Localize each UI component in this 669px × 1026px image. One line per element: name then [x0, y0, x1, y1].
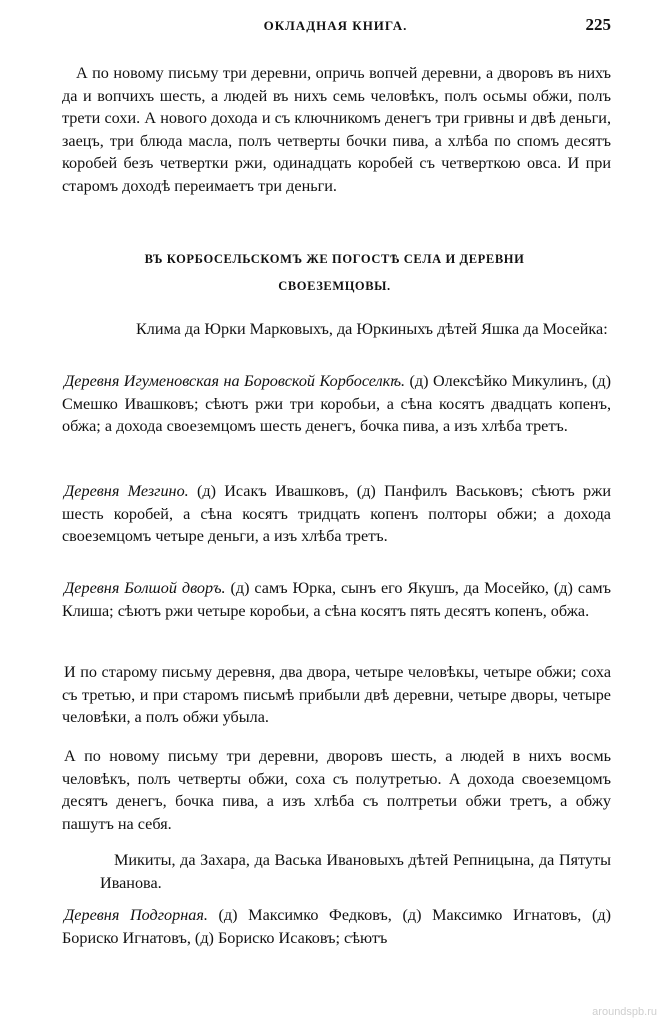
owners-mikita-zakhar [100, 849, 611, 894]
paragraph-text: Микиты, да Захара, да Васька Ивановыхъ дѣтей Репницына, да Пятуты Иванова. [100, 851, 611, 892]
village-name: Деревня Мезгино. [64, 482, 189, 500]
village-igumenovskaya [62, 370, 611, 438]
village-mezgino [62, 480, 611, 548]
page-header [60, 15, 611, 44]
paragraph-new-census-2 [62, 745, 611, 835]
paragraph-text: И по старому письму деревня, два двора, четыре человѣкы, четыре обжи; соха съ третью, и при старомъ письмѣ прибыли двѣ деревни, четыре дворы, четыре человѣки, а полъ обжи убыла. [62, 663, 611, 727]
paragraph-text: Клима да Юрки Марковыхъ, да Юркиныхъ дѣтей Яшка да Мосейка: [136, 320, 608, 338]
paragraph-new-census [62, 62, 611, 198]
paragraph-old-census [62, 661, 611, 729]
site-watermark: aroundspb.ru [592, 1006, 657, 1018]
village-name: Деревня Болшой дворъ. [64, 579, 226, 597]
section-heading-line2: СВОЕЗЕМЦОВЫ. [278, 279, 391, 293]
running-title: ОКЛАДНАЯ КНИГА. [263, 18, 408, 33]
village-name: Деревня Игуменовская на Боровской Корбоселкѣ. [64, 372, 406, 390]
paragraph-text: А по новому письму три деревни, дворовъ шесть, а людей в нихъ восмь человѣкъ, полъ четверты обжи, соха съ полутретью. А дохода своеземцомъ десятъ денегъ, бочка пива, а изъ хлѣба съ полтретьи обжи третъ, а обжу пашутъ на себя. [62, 747, 611, 833]
section-heading [90, 246, 579, 300]
village-name: Деревня Подгорная. [64, 906, 208, 924]
paragraph-text: (д) Максимко Федковъ, (д) Максимко Игнатовъ, (д) Бориско Игнатовъ, (д) Бориско Исаковъ; сѣютъ [62, 906, 611, 947]
section-heading-line1: ВЪ КОРБОСЕЛЬСКОМЪ ЖЕ ПОГОСТѢ СЕЛА И ДЕРЕВНИ [144, 252, 525, 266]
village-bolshoy-dvor [62, 577, 611, 622]
paragraph-text: А по новому письму три деревни, опричь вопчей деревни, а дворовъ въ нихъ да и вопчихъ шесть, а людей въ нихъ семь человѣкъ, полъ осьмы обжи, полъ трети сохи. А нового дохода и съ ключникомъ денегъ три гривны и двѣ деньги, заецъ, три блюда масла, полъ четверты бочки пива, а хлѣба по спомъ десятъ коробей безъ четвертки ржи, одинадцать коробей съ четверткою овса. И при старомъ доходѣ переимаетъ три деньги. [62, 64, 611, 195]
paragraph-text: (д) Олексѣйко Микулинъ, (д) Смешко Ивашковъ; сѣютъ ржи три коробьи, а сѣна косятъ двадцать копенъ, обжа; а дохода своеземцомъ шесть денегъ, бочка пива, а изъ хлѣба третъ. [62, 372, 611, 436]
village-podgornaya [62, 904, 611, 949]
paragraph-text: (д) самъ Юрка, сынъ его Якушъ, да Мосейко, (д) самъ Клиша; сѣютъ ржи четыре коробьи, а сѣна косятъ пять десятъ копенъ, обжа. [62, 579, 612, 620]
owners-klima-yurka [122, 318, 611, 341]
page-number: 225 [585, 15, 611, 34]
paragraph-text: (д) Исакъ Ивашковъ, (д) Панфилъ Васьковъ; сѣютъ ржи шесть коробей, а сѣна косятъ тридцать копенъ полторы обжи; а дохода своеземцомъ четыре деньги, а изъ хлѣба третъ. [62, 482, 611, 546]
